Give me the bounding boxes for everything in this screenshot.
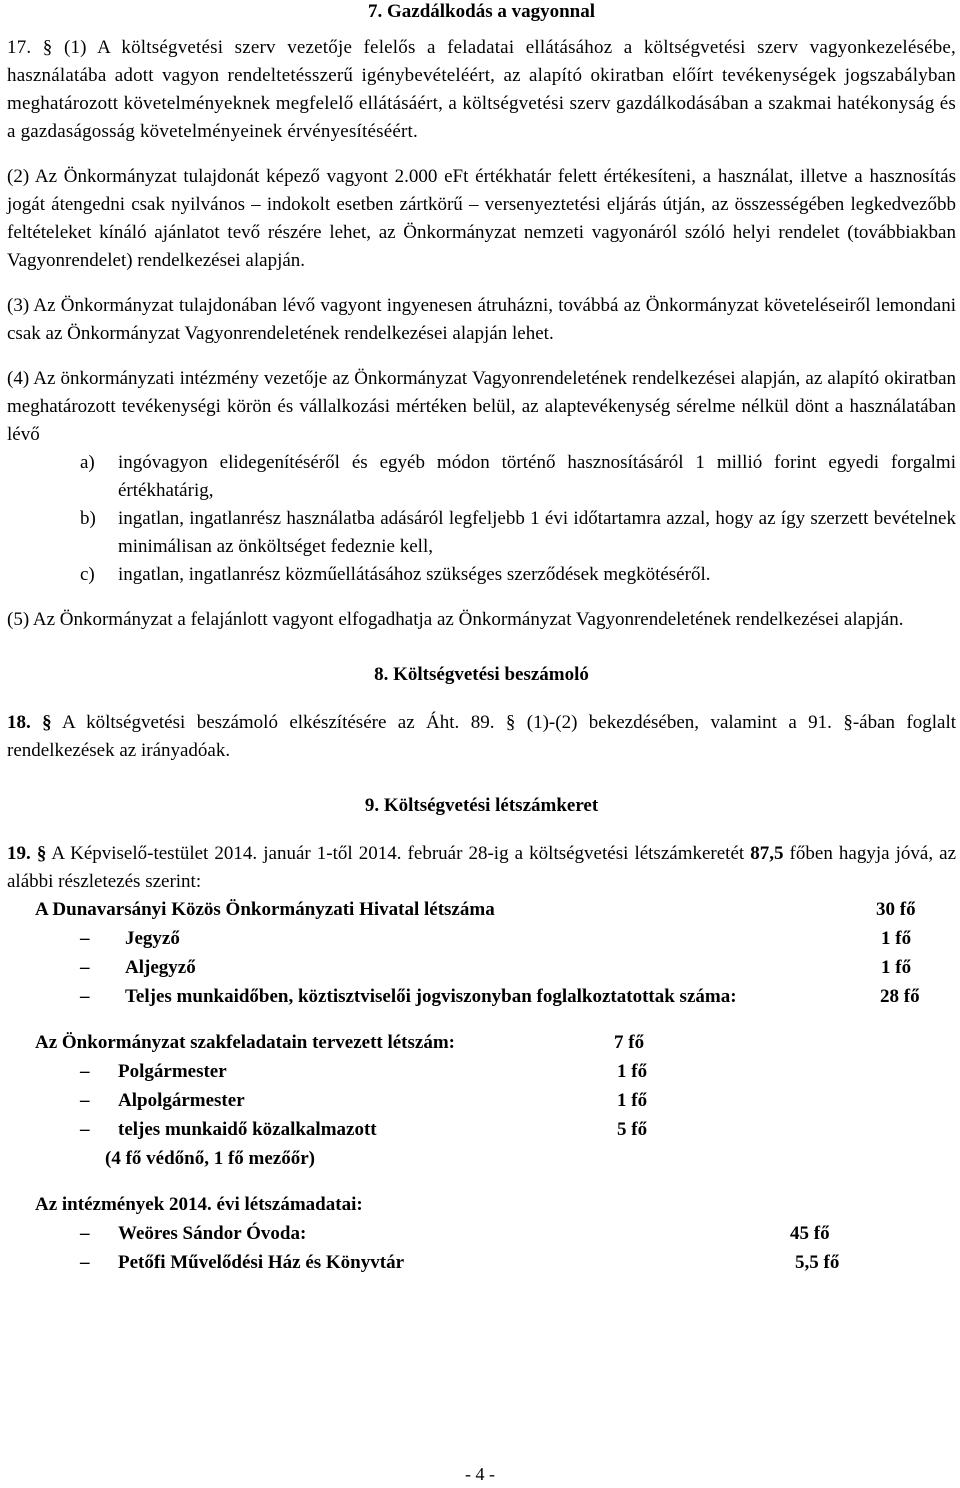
dash-bullet: – <box>80 928 90 949</box>
dash-bullet: – <box>80 986 90 1007</box>
hivatal-row <box>7 983 956 1012</box>
intezmenyek-title-row <box>7 1191 956 1220</box>
hivatal-row-label: Aljegyző <box>125 957 196 978</box>
szakfeladat-note: (4 fő védőnő, 1 fő mezőőr) <box>105 1148 316 1169</box>
list-item <box>7 561 956 589</box>
list-item <box>7 505 956 561</box>
list-item-text: ingóvagyon elidegenítéséről és egyéb módon történő hasznosításáról 1 millió forint egyedi forgalmi értékhatárig, <box>118 452 956 501</box>
hivatal-title-row <box>7 896 956 925</box>
szakfeladat-row-value: 1 fő <box>617 1061 648 1082</box>
section-text: A költségvetési beszámoló elkészítésére az Áht. 89. § (1)-(2) bekezdésében, valamint a 91. §-ában foglalt rendelkezések az irányadóak. <box>7 712 957 761</box>
intezmenyek-row <box>7 1249 956 1278</box>
chapter-heading: 8. Költségvetési beszámoló <box>374 664 589 685</box>
list-item-label: c) <box>80 564 95 585</box>
dash-bullet: – <box>80 957 90 978</box>
paragraph-17-5: (5) Az Önkormányzat a felajánlott vagyont elfogadhatja az Önkormányzat Vagyonrendeletének rendelkezései alapján. <box>7 609 904 630</box>
intezmenyek-row-value: 5,5 fő <box>795 1252 840 1273</box>
section-number: 18. § <box>7 712 52 733</box>
hivatal-row-value: 1 fő <box>881 928 912 949</box>
paragraph-18 <box>7 709 956 765</box>
hivatal-total: 30 fő <box>876 899 916 920</box>
intezmenyek-title: Az intézmények 2014. évi létszámadatai: <box>35 1194 363 1215</box>
hivatal-row <box>7 954 956 983</box>
list-item-label: b) <box>80 508 96 529</box>
szakfeladat-row <box>7 1116 956 1145</box>
szakfeladat-row-value: 5 fő <box>617 1119 648 1140</box>
document-page <box>7 0 956 1278</box>
dash-bullet: – <box>80 1252 90 1273</box>
intezmenyek-row <box>7 1220 956 1249</box>
szakfeladat-row <box>7 1087 956 1116</box>
dash-bullet: – <box>80 1061 90 1082</box>
intezmenyek-row-label: Petőfi Művelődési Ház és Könyvtár <box>118 1252 405 1273</box>
list-17-4 <box>7 449 956 589</box>
dash-bullet: – <box>80 1119 90 1140</box>
list-item-label: a) <box>80 452 95 473</box>
paragraph-17-3: (3) Az Önkormányzat tulajdonában lévő vagyont ingyenesen átruházni, továbbá az Önkormányzat követeléseiről lemondani csak az Önkormányzat Vagyonrendeletének rendelkezései alapján lehet. <box>7 295 956 344</box>
szakfeladat-row-value: 1 fő <box>617 1090 648 1111</box>
headcount-total: 87,5 <box>750 843 784 864</box>
chapter-heading: 7. Gazdálkodás a vagyonnal <box>368 1 595 22</box>
szakfeladat-row-label: Alpolgármester <box>118 1090 245 1111</box>
list-item-text: ingatlan, ingatlanrész használatba adásáról legfeljebb 1 évi időtartamra azzal, hogy az így szerzett bevételnek minimálisan az önköltséget fedeznie kell, <box>118 508 956 557</box>
paragraph-19 <box>7 840 956 896</box>
dash-bullet: – <box>80 1090 90 1111</box>
section-text: főben hagyja jóvá, az alábbi részletezés szerint: <box>7 843 957 892</box>
szakfeladat-row-label: Polgármester <box>118 1061 227 1082</box>
szakfeladat-row <box>7 1058 956 1087</box>
paragraph-17-1: 17. § (1) A költségvetési szerv vezetője felelős a feladatai ellátásához a költségvetési szerv vagyonkezelésébe, használatába adott vagyon rendeltetésszerű igénybevételéért, az alapító okiratban előírt tevékenységek jogszabályban meghatározott követelményeknek megfelelő ellátásáért, a költségvetési szerv gazdálkodásában a szakmai hatékonyság és a gazdaságosság követelményeinek érvényesítéséért. <box>7 37 956 142</box>
section-number: 19. § <box>7 843 47 864</box>
hivatal-title: A Dunavarsányi Közös Önkormányzati Hivatal létszáma <box>35 899 495 920</box>
hivatal-row-label: Teljes munkaidőben, köztisztviselői jogviszonyban foglalkoztatottak száma: <box>125 986 737 1007</box>
section-text: A Képviselő-testület 2014. január 1-től 2014. február 28-ig a költségvetési létszámkeretét <box>46 843 751 864</box>
szakfeladat-title-row <box>7 1029 956 1058</box>
page-number: - 4 - <box>465 1464 495 1484</box>
hivatal-row-value: 28 fő <box>880 986 920 1007</box>
list-item <box>7 449 956 505</box>
hivatal-row-label: Jegyző <box>125 928 180 949</box>
hivatal-row-value: 1 fő <box>881 957 912 978</box>
intezmenyek-row-value: 45 fő <box>790 1223 830 1244</box>
list-item-text: ingatlan, ingatlanrész közműellátásához szükséges szerződések megkötéséről. <box>118 564 711 585</box>
dash-bullet: – <box>80 1223 90 1244</box>
szakfeladat-row-label: teljes munkaidő közalkalmazott <box>118 1119 377 1140</box>
paragraph-17-4: (4) Az önkormányzati intézmény vezetője az Önkormányzat Vagyonrendeletének rendelkezései alapján, az alapító okiratban meghatározott tevékenységi körön és vállalkozási mértéken belül, az alaptevékenység sérelme nélkül dönt a használatában lévő <box>7 368 956 445</box>
hivatal-row <box>7 925 956 954</box>
szakfeladat-note-row <box>7 1145 956 1174</box>
chapter-heading: 9. Költségvetési létszámkeret <box>364 795 599 816</box>
szakfeladat-total: 7 fő <box>614 1032 645 1053</box>
szakfeladat-title: Az Önkormányzat szakfeladatain tervezett létszám: <box>35 1032 455 1053</box>
intezmenyek-row-label: Weöres Sándor Óvoda: <box>118 1223 307 1244</box>
paragraph-17-2: (2) Az Önkormányzat tulajdonát képező vagyont 2.000 eFt értékhatár felett értékesíteni, a használat, illetve a hasznosítás jogát átengedni csak nyilvános – indokolt esetben zártkörű – versenyeztetési eljárás útján, az összességében legkedvezőbb feltételeket kínáló ajánlatot tevő részére lehet, az Önkormányzat nemzeti vagyonáról szóló helyi rendelet (továbbiakban Vagyonrendelet) rendelkezései alapján. <box>7 166 956 271</box>
